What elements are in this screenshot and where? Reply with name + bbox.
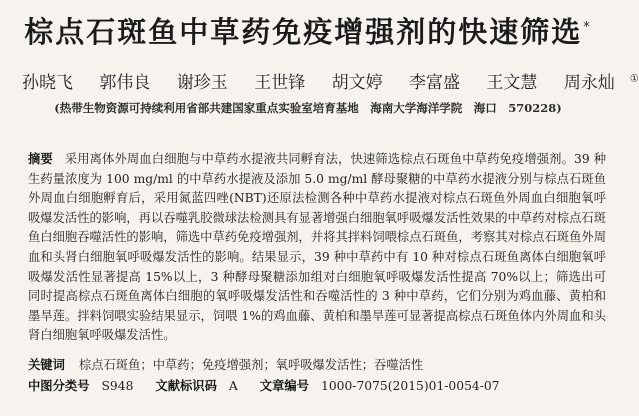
author-name: 王文慧 — [486, 73, 538, 93]
title-text: 棕点石斑鱼中草药免疫增强剂的快速筛选 — [24, 15, 583, 49]
author-list — [22, 68, 639, 93]
abstract-text: 采用离体外周血白细胞与中草药水提液共同孵育法，快速筛选棕点石斑鱼中草药免疫增强剂。39 种生药量浓度为 100 mg/ml 的中草药水提液及添加 5.0 mg/ml 酵母聚糖的中草药水提液分别与棕点石斑鱼外周血白细胞孵育后，采用氮蓝四唑(NBT)还原法检测各种中草药水提液对棕点石斑鱼外周血白细胞氧呼吸爆发活性的影响，再以吞噬乳胶微球法检测具有显著增强白细胞氧呼吸爆发活性效果的中草药对棕点石斑鱼白细胞吞噬活性的影响，筛选中草药免疫增强剂，并将其拌料饲喂棕点石斑鱼，考察其对棕点石斑鱼外周血和头肾白细胞氧呼吸爆发活性的影响。结果显示，39 种中草药中有 10 种对棕点石斑鱼离体白细胞氧呼吸爆发活性显著提高 15%以上，3 种酵母聚糖添加组对白细胞氧呼吸爆发活性提高 70%以上；筛选出可同时提高棕点石斑鱼离体白细胞的氧呼吸爆发活性和吞噬活性的 3 种中草药，它们分别为鸡血藤、黄柏和墨旱莲。拌料饲喂实验结果显示，饲喂 1%的鸡血藤、黄柏和墨旱莲可显著提高棕点石斑鱼体内外周血和头肾白细胞氧呼吸爆发活性。 — [28, 152, 606, 343]
clc-label: 中图分类号 — [28, 379, 90, 393]
affiliation: (热带生物资源可持续利用省部共建国家重点实验室培育基地 海南大学海洋学院 海口 570228) — [54, 101, 562, 115]
keywords-label: 关键词 — [28, 358, 65, 372]
author-name: 孙晓飞 — [22, 73, 73, 93]
author-name — [564, 73, 639, 93]
author-name: 胡文婷 — [331, 73, 383, 93]
abstract-label: 摘要 — [28, 152, 53, 166]
abstract-block — [28, 150, 606, 346]
author-name: 王世锋 — [254, 73, 306, 93]
article-no-label: 文章编号 — [259, 379, 309, 393]
doc-code-label: 文献标识码 — [155, 379, 217, 393]
paper-title — [0, 10, 616, 51]
author-name: 李富盛 — [409, 73, 461, 93]
keywords-line — [28, 355, 608, 373]
doc-code-value: A — [228, 379, 238, 393]
corresponding-author-mark: ① — [629, 73, 639, 85]
clc-value: S948 — [101, 379, 134, 393]
author-name: 郭伟良 — [99, 73, 151, 93]
classification-line — [28, 376, 608, 394]
article-no-value: 1000-7075(2015)01-0054-07 — [321, 379, 500, 393]
title-footnote-mark: * — [583, 20, 592, 36]
keywords-text: 棕点石斑鱼；中草药；免疫增强剂；氧呼吸爆发活性；吞噬活性 — [78, 358, 424, 372]
author-name-text: 周永灿 — [563, 73, 615, 93]
author-name: 谢珍玉 — [176, 73, 228, 93]
